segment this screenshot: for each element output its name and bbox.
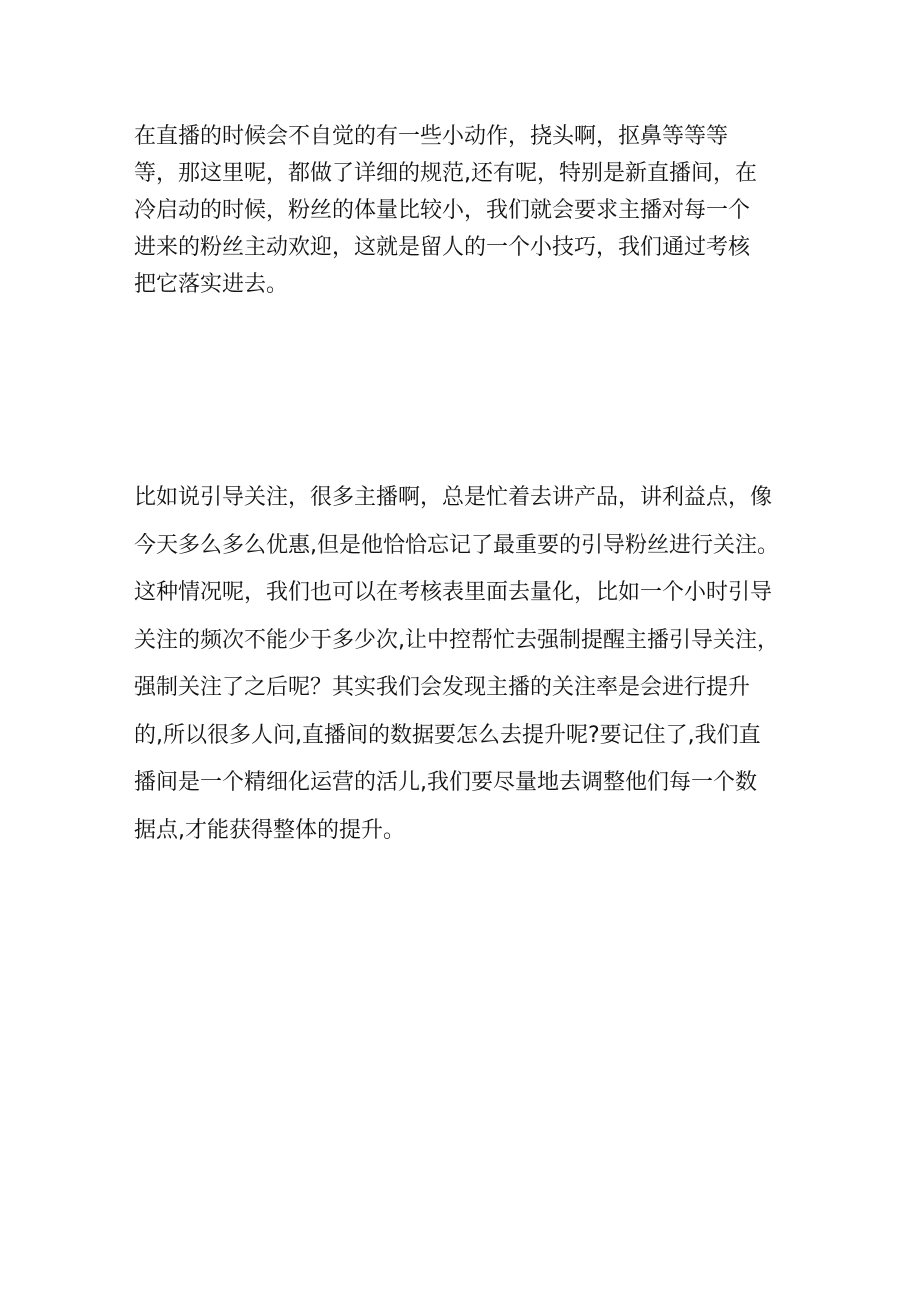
text-line: 的,所以很多人问,直播间的数据要怎么去提升呢?要记住了,我们直	[134, 722, 761, 748]
text-line: 在直播的时候会不自觉的有一些小动作，挠头啊，抠鼻等等等	[134, 124, 729, 149]
text-line: 等，那这里呢，都做了详细的规范,还有呢，特别是新直播间，在	[134, 161, 757, 186]
text-line: 据点,才能获得整体的提升。	[134, 817, 405, 843]
text-line: 今天多么多么优惠,但是他恰恰忘记了最重要的引导粉丝进行关注。	[134, 532, 779, 558]
text-line: 把它落实进去。	[134, 272, 289, 297]
paragraph-1	[134, 118, 757, 303]
paragraph-2	[134, 474, 779, 854]
text-line: 进来的粉丝主动欢迎，这就是留人的一个小技巧，我们通过考核	[134, 235, 751, 260]
text-line: 强制关注了之后呢？其实我们会发现主播的关注率是会进行提升	[134, 675, 751, 700]
text-line: 播间是一个精细化运营的活儿,我们要尽量地去调整他们每一个数	[134, 770, 757, 795]
text-line: 关注的频次不能少于多少次,让中控帮忙去强制提醒主播引导关注，	[134, 627, 779, 653]
text-line: 这种情况呢，我们也可以在考核表里面去量化，比如一个小时引导	[134, 580, 773, 605]
text-line: 比如说引导关注，很多主播啊，总是忙着去讲产品，讲利益点，像	[134, 485, 773, 510]
text-line: 冷启动的时候，粉丝的体量比较小，我们就会要求主播对每一个	[134, 198, 751, 223]
